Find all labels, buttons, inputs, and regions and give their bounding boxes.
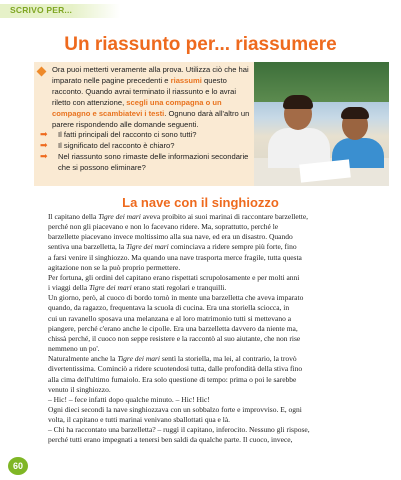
question-item bbox=[40, 140, 255, 151]
intro-text-b: questo racconto. Quando avrai terminato il riassunto e lo avrai riletto con attenzione, bbox=[52, 76, 237, 107]
intro-paragraph bbox=[52, 64, 250, 130]
children-writing-photo bbox=[254, 62, 389, 186]
story-title: La nave con il singhiozzo bbox=[122, 195, 279, 210]
story-line: nemmeno un po'. bbox=[48, 344, 100, 354]
question-text: Nel riassunto sono rimaste delle informazioni secondarie che si possono eliminare? bbox=[58, 152, 249, 172]
story-line: agitazione non se la può proprio permettere. bbox=[48, 262, 181, 272]
story-line: venuto il singhiozzo. bbox=[48, 384, 111, 394]
story-line: Il capitano della Tigre dei mari aveva proibito ai suoi marinai di raccontare barzellette, bbox=[48, 212, 309, 221]
page-number: 60 bbox=[8, 457, 28, 475]
story-line: piangere, perché c'erano anche le cipolle. Era una barzelletta davvero da niente ma, bbox=[48, 323, 298, 333]
intro-highlight-scegli: scegli una compagna o un compagno e scambiatevi i testi bbox=[52, 98, 222, 118]
question-list bbox=[40, 129, 255, 173]
intro-highlight-riassumi: riassumi bbox=[170, 76, 202, 85]
arrow-right-icon: ➡ bbox=[40, 140, 48, 150]
question-text: Il significato del racconto è chiaro? bbox=[58, 141, 175, 150]
photo-child-right-hair bbox=[341, 107, 369, 119]
story-line: i viaggi della Tigre dei mari erano stati regolari e tranquilli. bbox=[48, 283, 227, 293]
story-line: chissà perché, il cuoco non seppe resistere e la raccontò al suo aiutante, che non rise bbox=[48, 333, 301, 343]
story-line: perché non gli piacevano e non lo facevano ridere. Ma, soprattutto, perché le bbox=[48, 222, 279, 232]
story-line: – Hic! – fece infatti dopo qualche minuto. – Hic! Hic! bbox=[48, 394, 210, 404]
story-text bbox=[48, 212, 380, 446]
story-line: volta, il capitano e tutti marinai venivano sballottati qua e là. bbox=[48, 415, 231, 425]
question-text: Il fatti principali del racconto ci sono tutti? bbox=[58, 130, 197, 139]
question-item bbox=[40, 151, 255, 173]
arrow-right-icon: ➡ bbox=[40, 151, 48, 161]
photo-background bbox=[254, 62, 389, 102]
section-tag-label: SCRIVO PER... bbox=[10, 5, 73, 15]
photo-child-left-hair bbox=[283, 95, 313, 109]
arrow-right-icon: ➡ bbox=[40, 129, 48, 139]
story-line: quando, da ragazzo, frequentava la scuola di cucina. Era una storiella sciocca, in bbox=[48, 303, 290, 313]
story-line: divertentissima. Cominciò a ridere scuotendosi tutta, dalle profondità della stiva fino bbox=[48, 364, 303, 374]
story-line: Per fortuna, gli ordini del capitano erano rispettati scrupolosamente e per molti anni bbox=[48, 272, 300, 282]
section-tag bbox=[0, 4, 120, 18]
story-line: cui un ravanello sposava una melanzana e al loro matrimonio tutti si mettevano a bbox=[48, 313, 292, 323]
story-line: barzellette piacevano invece moltissimo alla sua nave, ed era un disastro. Quando bbox=[48, 232, 293, 242]
story-line: a farsi venire il singhiozzo. Ma quando una nave trasporta merce fragile, tutta questa bbox=[48, 252, 302, 262]
question-item bbox=[40, 129, 255, 140]
story-line: Un giorno, però, al cuoco di bordo tornò in mente una barzelletta che aveva imparato bbox=[48, 293, 304, 303]
story-line: sentiva una barzelletta, la Tigre dei mari cominciava a ridere sempre più forte, fino bbox=[48, 242, 297, 252]
intro-text-a: Ora puoi metterti veramente alla prova. Utilizza ciò che hai imparato nelle pagine precedenti e bbox=[52, 65, 249, 85]
story-line: perché tutti erano impegnati a tenersi ben saldi da qualche parte. Il cuoco, invece, bbox=[48, 435, 293, 445]
story-line: Naturalmente anche la Tigre dei mari sentì la storiella, ma lei, al contrario, la trovò bbox=[48, 354, 297, 364]
story-line: – Chi ha raccontato una barzelletta? – ruggì il capitano, inferocito. Nessuno gli rispose, bbox=[48, 425, 310, 435]
story-line: alla cima dell'ultimo fumaiolo. Era solo questione di tempo: prima o poi le sarebbe bbox=[48, 374, 297, 384]
page-title: Un riassunto per... riassumere bbox=[64, 34, 337, 55]
story-line: Ogni dieci secondi la nave singhiozzava con un sobbalzo forte e improvviso. E, ogni bbox=[48, 404, 302, 414]
intro-text-c: . Ognuno darà all'altro un parere rispondendo alle domande seguenti. bbox=[52, 109, 250, 129]
